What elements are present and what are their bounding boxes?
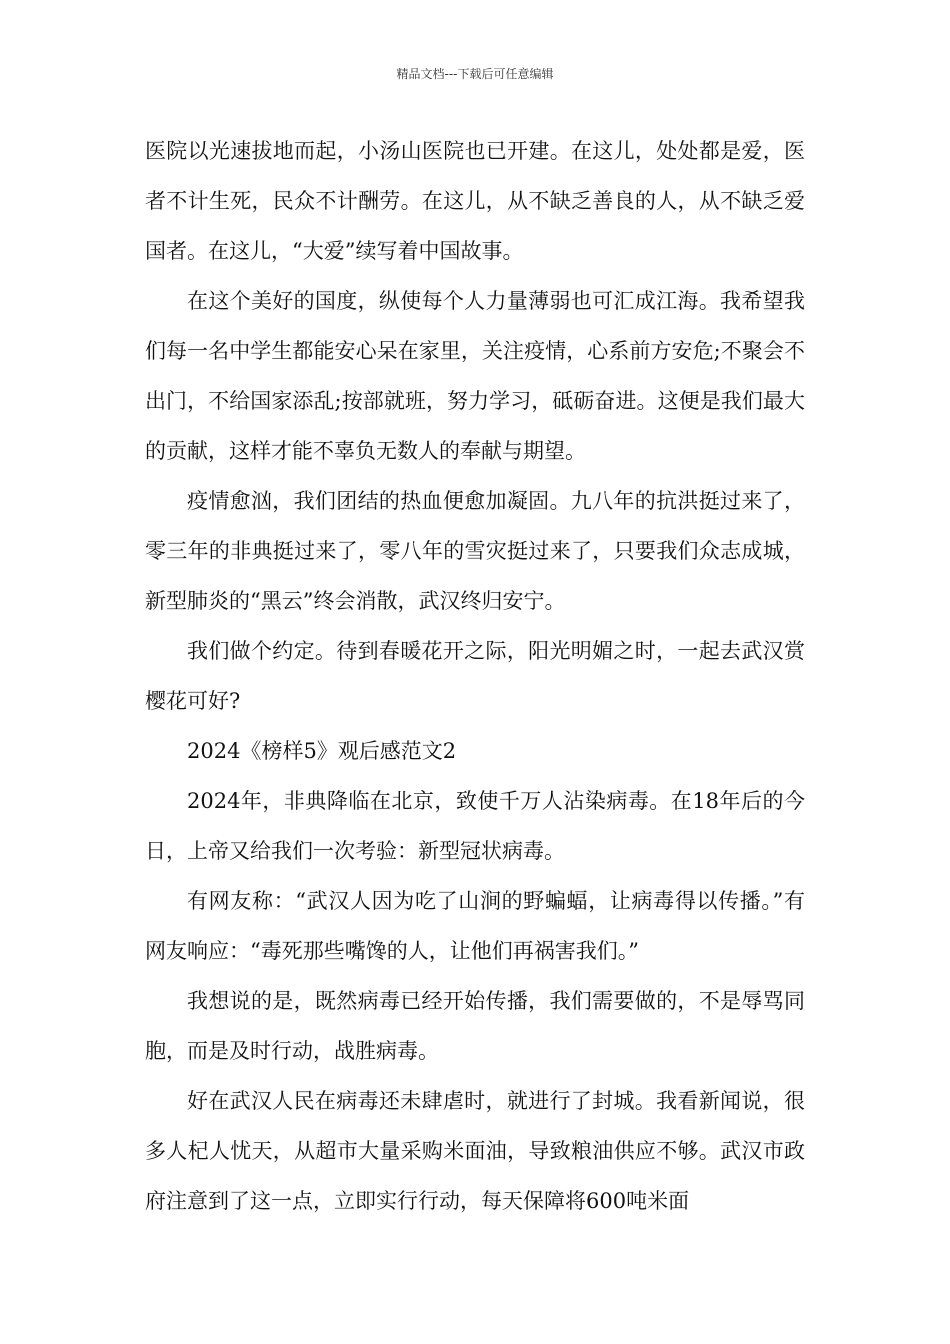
- paragraph-8: 好在武汉人民在病毒还未肆虐时，就进行了封城。我看新闻说，很多人杞人忧天，从超市大量采购米面油，导致粮油供应不够。武汉市政府注意到了这一点，立即实行行动，每天保障将600吨米面: [145, 1089, 805, 1213]
- page-header: 精品文档---下载后可任意编辑: [396, 67, 554, 81]
- paragraph-1: 医院以光速拔地而起，小汤山医院也已开建。在这儿，处处都是爱，医者不计生死，民众不计酬劳。在这儿，从不缺乏善良的人，从不缺乏爱国者。在这儿，“大爱”续写着中国故事。: [145, 139, 805, 263]
- paragraph-6: 有网友称：“武汉人因为吃了山涧的野蝙蝠，让病毒得以传播。”有网友响应：“毒死那些嘴馋的人，让他们再祸害我们。”: [145, 889, 805, 963]
- paragraph-4: 我们做个约定。待到春暖花开之际，阳光明媚之时，一起去武汉赏樱花可好?: [145, 639, 805, 713]
- paragraph-2: 在这个美好的国度，纵使每个人力量薄弱也可汇成江海。我希望我们每一名中学生都能安心呆在家里，关注疫情，心系前方安危;不聚会不出门，不给国家添乱;按部就班，努力学习，砥砺奋进。这便是我们最大的贡献，这样才能不辜负无数人的奉献与期望。: [145, 289, 805, 463]
- paragraph-3: 疫情愈汹，我们团结的热血便愈加凝固。九八年的抗洪挺过来了，零三年的非典挺过来了，零八年的雪灾挺过来了，只要我们众志成城，新型肺炎的“黑云”终会消散，武汉终归安宁。: [145, 489, 805, 613]
- section-heading: 2024《榜样5》观后感范文2: [187, 739, 457, 763]
- document-body: [145, 126, 805, 1226]
- paragraph-5: 2024年，非典降临在北京，致使千万人沾染病毒。在18年后的今日，上帝又给我们一次考验：新型冠状病毒。: [145, 789, 805, 863]
- paragraph-7: 我想说的是，既然病毒已经开始传播，我们需要做的，不是辱骂同胞，而是及时行动，战胜病毒。: [145, 989, 805, 1063]
